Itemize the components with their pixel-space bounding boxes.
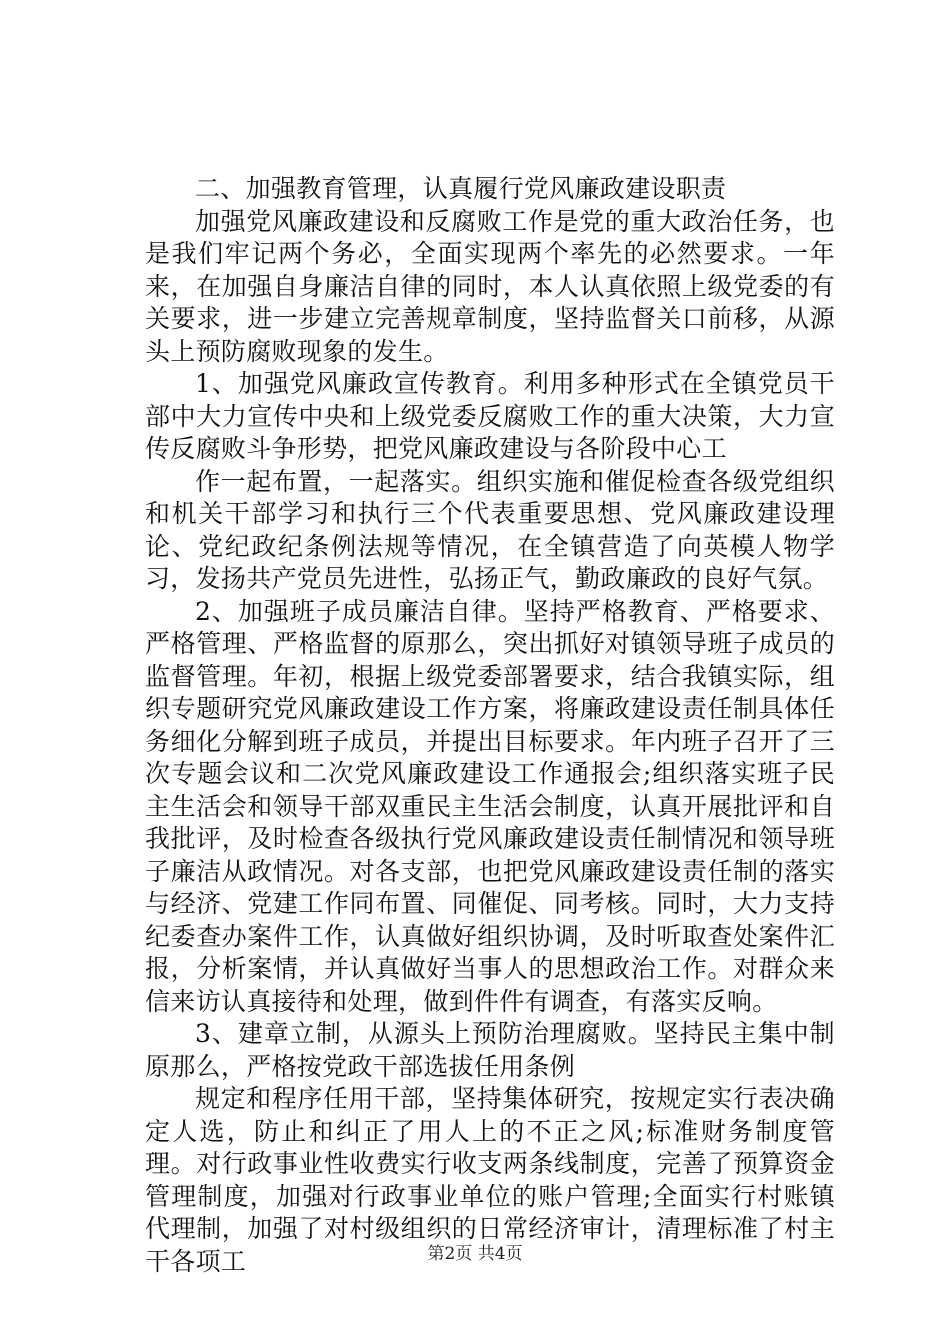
document-body <box>145 173 835 1278</box>
paragraph-item-3-continued: 规定和程序任用干部，坚持集体研究，按规定实行表决确定人选，防止和纠正了用人上的不正之风;标准财务制度管理。对行政事业性收费实行收支两条线制度，完善了预算资金管理制度，加强对行政事业单位的账户管理;全面实行村账镇代理制，加强了对村级组织的日常经济审计，清理标准了村主干各项工 <box>145 1084 835 1276</box>
paragraph-item-2: 2、加强班子成员廉洁自律。坚持严格教育、严格要求、严格管理、严格监督的原那么，突出抓好对镇领导班子成员的监督管理。年初，根据上级党委部署要求，结合我镇实际，组织专题研究党风廉政建设工作方案，将廉政建设责任制具体任务细化分解到班子成员，并提出目标要求。年内班子召开了三次专题会议和二次党风廉政建设工作通报会;组织落实班子民主生活会和领导干部双重民主生活会制度，认真开展批评和自我批评，及时检查各级执行党风廉政建设责任制情况和领导班子廉洁从政情况。对各支部，也把党风廉政建设责任制的落实与经济、党建工作同布置、同催促、同考核。同时，大力支持纪委查办案件工作，认真做好组织协调，及时听取查处案件汇报，分析案情，并认真做好当事人的思想政治工作。对群众来信来访认真接待和处理，做到件件有调查，有落实反响。 <box>145 596 835 1016</box>
paragraph-intro: 加强党风廉政建设和反腐败工作是党的重大政治任务，也是我们牢记两个务必，全面实现两个率先的必然要求。一年来，在加强自身廉洁自律的同时，本人认真依照上级党委的有关要求，进一步建立完善规章制度，坚持监督关口前移，从源头上预防腐败现象的发生。 <box>145 206 835 366</box>
section-heading: 二、加强教育管理，认真履行党风廉政建设职责 <box>195 174 727 203</box>
paragraph-item-1-continued: 作一起布置，一起落实。组织实施和催促检查各级党组织和机关干部学习和执行三个代表重要思想、党风廉政建设理论、党纪政纪条例法规等情况，在全镇营造了向英模人物学习，发扬共产党员先进性，弘扬正气，勤政廉政的良好气氛。 <box>145 466 835 593</box>
paragraph-item-1: 1、加强党风廉政宣传教育。利用多种形式在全镇党员干部中大力宣传中央和上级党委反腐败工作的重大决策，大力宣传反腐败斗争形势，把党风廉政建设与各阶段中心工 <box>145 369 835 463</box>
page-number-footer: 第2页 共4页 <box>427 1244 523 1264</box>
paragraph-item-3: 3、建章立制，从源头上预防治理腐败。坚持民主集中制原那么，严格按党政干部选拔任用条例 <box>145 1019 835 1081</box>
